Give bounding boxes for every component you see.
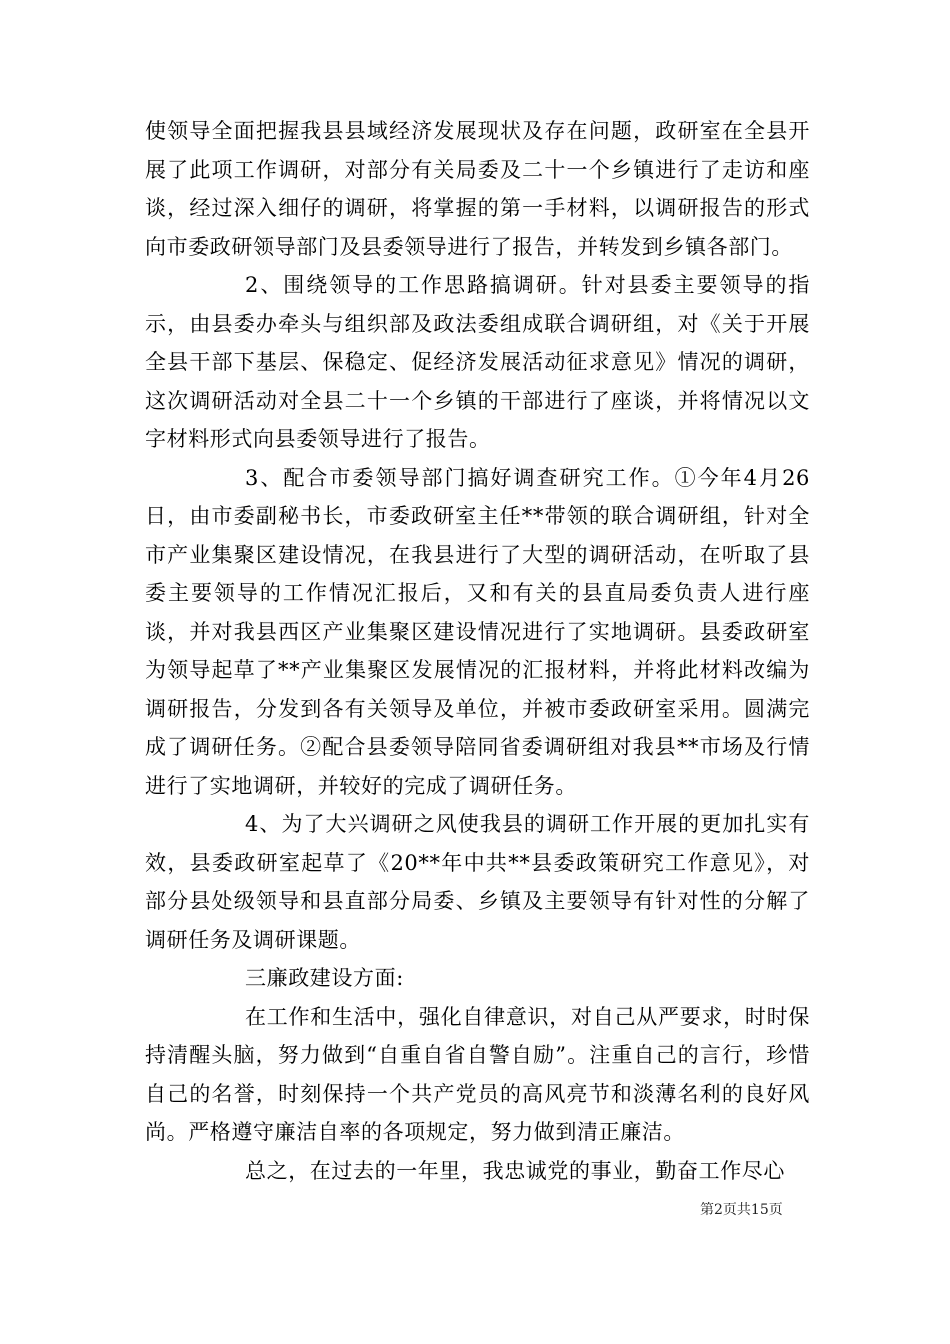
paragraph-item-4: 4、为了大兴调研之风使我县的调研工作开展的更加扎实有效，县委政研室起草了《20**年中共**县委政策研究工作意见》，对部分县处级领导和县直部分局委、乡镇及主要领导有针对性的分解了调研任务及调研课题。 <box>145 812 810 952</box>
paragraph-item-2: 2、围绕领导的工作思路搞调研。针对县委主要领导的指示，由县委办牵头与组织部及政法委组成联合调研组，对《关于开展全县干部下基层、保稳定、促经济发展活动征求意见》情况的调研，这次调研活动对全县二十一个乡镇的干部进行了座谈，并将情况以文字材料形式向县委领导进行了报告。 <box>145 273 810 451</box>
paragraph-summary: 总之，在过去的一年里，我忠诚党的事业，勤奋工作尽心 <box>245 1158 785 1183</box>
page-number: 第2页共15页 <box>700 1202 783 1218</box>
paragraph-integrity: 在工作和生活中，强化自律意识，对自己从严要求，时时保持清醒头脑，努力做到“自重自省自警自励”。注重自己的言行，珍惜自己的名誉，时刻保持一个共产党员的高风亮节和淡薄名利的良好风尚。严格遵守廉洁自率的各项规定，努力做到清正廉洁。 <box>145 1004 810 1144</box>
paragraph-continued: 使领导全面把握我县县域经济发展现状及存在问题，政研室在全县开展了此项工作调研，对部分有关局委及二十一个乡镇进行了走访和座谈，经过深入细仔的调研，将掌握的第一手材料，以调研报告的形式向市委政研领导部门及县委领导进行了报告，并转发到乡镇各部门。 <box>145 119 810 259</box>
document-body <box>145 112 810 1190</box>
section-heading-integrity: 三廉政建设方面: <box>245 966 404 990</box>
paragraph-item-3: 3、配合市委领导部门搞好调查研究工作。①今年4月26日，由市委副秘书长，市委政研室主任**带领的联合调研组，针对全市产业集聚区建设情况，在我县进行了大型的调研活动，在听取了县委主要领导的工作情况汇报后，又和有关的县直局委负责人进行座谈，并对我县西区产业集聚区建设情况进行了实地调研。县委政研室为领导起草了**产业集聚区发展情况的汇报材料，并将此材料改编为调研报告，分发到各有关领导及单位，并被市委政研室采用。圆满完成了调研任务。②配合县委领导陪同省委调研组对我县**市场及行情进行了实地调研，并较好的完成了调研任务。 <box>145 465 810 798</box>
